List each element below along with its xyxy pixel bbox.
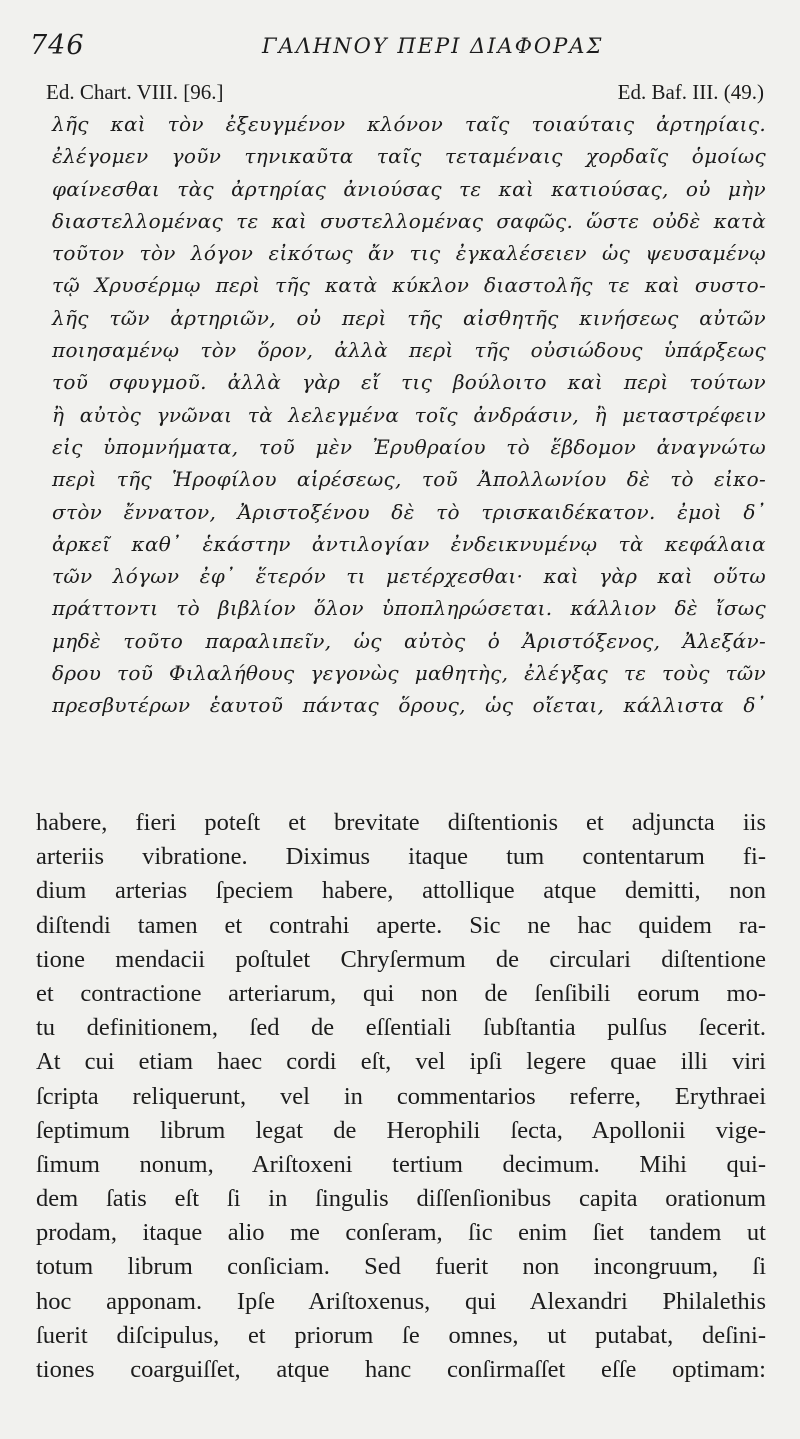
greek-text-line: στὸν ἔννατον, Ἀριστοξένου δὲ τὸ τρισκαιδέκατον. ἐμοὶ δ᾽ bbox=[52, 499, 766, 524]
edition-basel-reference: Ed. Baf. III. (49.) bbox=[617, 80, 764, 104]
running-head bbox=[30, 28, 764, 68]
greek-text-line: διαστελλομένας τε καὶ συστελλομένας σαφῶς. ὥστε οὐδὲ κατὰ bbox=[52, 208, 766, 233]
latin-text-line: diſtendi tamen et contrahi aperte. Sic ne hac quidem ra- bbox=[36, 911, 766, 939]
greek-text-line: μηδὲ τοῦτο παραλιπεῖν, ὡς αὐτὸς ὁ Ἀριστόξενος, Ἀλεξάν- bbox=[52, 628, 766, 653]
greek-text-line: ἀρκεῖ καθ᾽ ἑκάστην ἀντιλογίαν ἐνδεικνυμένῳ τὰ κεφάλαια bbox=[52, 531, 766, 556]
latin-text-line: ſeptimum librum legat de Herophili ſecta, Apollonii vige- bbox=[36, 1116, 766, 1144]
latin-text-line: ſuerit diſcipulus, et priorum ſe omnes, ut putabat, deſini- bbox=[36, 1321, 766, 1349]
greek-text-line: φαίνεσθαι τὰς ἀρτηρίας ἀνιούσας τε καὶ κατιούσας, οὐ μὴν bbox=[52, 176, 766, 201]
greek-text-block bbox=[52, 108, 766, 722]
running-title: ΓΑΛΗΝΟΥ ΠΕΡΙ ΔΙΑΦΟΡΑΣ bbox=[262, 34, 604, 58]
latin-text-line: arteriis vibratione. Diximus itaque tum contentarum fi- bbox=[36, 843, 766, 871]
latin-text-line: tu definitionem, ſed de eſſentiali ſubſtantia pulſus ſecerit. bbox=[36, 1014, 766, 1042]
latin-text-line: totum librum conſiciam. Sed fuerit non incongruum, ſi bbox=[36, 1253, 766, 1281]
greek-text-line: δρου τοῦ Φιλαλήθους γεγονὼς μαθητὴς, ἐλέγξας τε τοὺς τῶν bbox=[52, 661, 766, 686]
edition-chartier-reference: Ed. Chart. VIII. [96.] bbox=[46, 80, 224, 104]
latin-text-line: dium arterias ſpeciem habere, attollique atque demitti, non bbox=[36, 877, 766, 905]
greek-text-line: πρεσβυτέρων ἑαυτοῦ πάντας ὅρους, ὡς οἴεται, κάλλιστα δ᾽ bbox=[52, 693, 766, 718]
greek-text-line: ἐλέγομεν γοῦν τηνικαῦτα ταῖς τεταμέναις χορδαῖς ὁμοίως bbox=[52, 144, 766, 169]
latin-text-line: At cui etiam haec cordi eſt, vel ipſi legere quae illi viri bbox=[36, 1048, 766, 1076]
latin-text-line: et contractione arteriarum, qui non de ſenſibili eorum mo- bbox=[36, 979, 766, 1007]
latin-text-line: tione mendacii poſtulet Chryſermum de circulari diſtentione bbox=[36, 945, 766, 973]
greek-text-line: περὶ τῆς Ἡροφίλου αἱρέσεως, τοῦ Ἀπολλωνίου δὲ τὸ εἰκο- bbox=[52, 467, 766, 492]
greek-text-line: ἢ αὐτὸς γνῶναι τὰ λελεγμένα τοῖς ἀνδράσιν, ἢ μεταστρέφειν bbox=[52, 402, 766, 427]
latin-text-line: hoc apponam. Ipſe Ariſtoxenus, qui Alexandri Philalethis bbox=[36, 1287, 766, 1315]
greek-text-line: τοῦ σφυγμοῦ. ἀλλὰ γὰρ εἴ τις βούλοιτο καὶ περὶ τούτων bbox=[52, 370, 766, 395]
latin-text-block bbox=[36, 806, 766, 1387]
greek-text-line: εἰς ὑπομνήματα, τοῦ μὲν Ἐρυθραίου τὸ ἕβδομον ἀναγνώτω bbox=[52, 434, 766, 459]
latin-text-line: dem ſatis eſt ſi in ſingulis diſſenſionibus capita orationum bbox=[36, 1185, 766, 1213]
greek-text-line: ποιησαμένῳ τὸν ὅρον, ἀλλὰ περὶ τῆς οὐσιώδους ὑπάρξεως bbox=[52, 338, 766, 363]
latin-text-line: habere, fieri poteſt et brevitate diſtentionis et adjuncta iis bbox=[36, 809, 766, 836]
greek-text-line: τοῦτον τὸν λόγον εἰκότως ἄν τις ἐγκαλέσειεν ὡς ψευσαμένῳ bbox=[52, 241, 766, 266]
greek-text-line: τῷ Χρυσέρμῳ περὶ τῆς κατὰ κύκλον διαστολῆς τε καὶ συστο- bbox=[52, 273, 766, 298]
greek-text-line: πράττοντι τὸ βιβλίον ὅλον ὑποπληρώσεται. κάλλιον δὲ ἴσως bbox=[52, 596, 766, 621]
edition-references bbox=[46, 80, 764, 110]
latin-text-line: prodam, itaque alio me conſeram, ſic enim ſiet tandem ut bbox=[36, 1219, 766, 1247]
latin-text-line: ſimum nonum, Ariſtoxeni tertium decimum. Mihi qui- bbox=[36, 1150, 766, 1178]
latin-text-line: ſcripta reliquerunt, vel in commentarios referre, Erythraei bbox=[36, 1082, 766, 1110]
page-number: 746 bbox=[30, 30, 85, 61]
greek-text-line: λῆς τῶν ἀρτηριῶν, οὐ περὶ τῆς αἰσθητῆς κινήσεως αὐτῶν bbox=[52, 305, 766, 330]
greek-text-line: τῶν λόγων ἐφ᾽ ἕτερόν τι μετέρχεσθαι· καὶ γὰρ καὶ οὕτω bbox=[52, 564, 766, 589]
latin-text-line: tiones coarguiſſet, atque hanc conſirmaſſet eſſe optimam: bbox=[36, 1356, 766, 1383]
greek-text-line: λῆς καὶ τὸν ἐξευγμένον κλόνον ταῖς τοιαύταις ἀρτηρίαις. bbox=[52, 112, 766, 136]
